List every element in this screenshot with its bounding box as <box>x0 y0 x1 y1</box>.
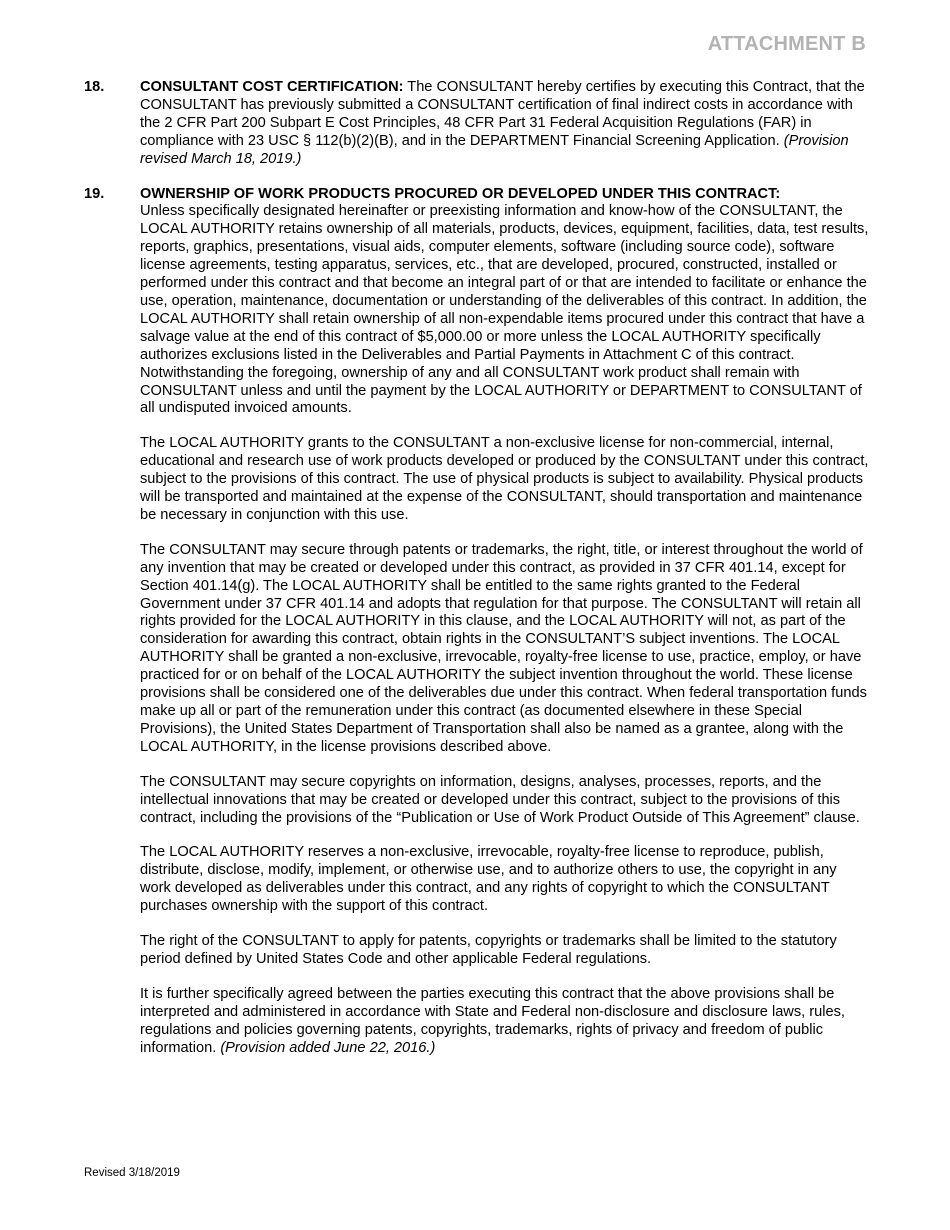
section-19 <box>84 186 870 1058</box>
revision-note: (Provision revised March 18, 2019.) <box>140 132 849 167</box>
section-paragraph: The LOCAL AUTHORITY grants to the CONSULTANT a non-exclusive license for non-commercial, internal, educational and research use of work products developed or produced by the CONSULTANT under this contract, subject to the provisions of this contract. The use of physical products is subject to availability. Physical products will be transported and maintained at the expense of the CONSULTANT, should transportation and maintenance be necessary in conjunction with this use. <box>140 435 869 523</box>
section-paragraph <box>140 79 870 169</box>
document-body <box>84 79 870 1075</box>
section-paragraph <box>140 186 870 419</box>
section-paragraph <box>140 986 870 1058</box>
revision-footer: Revised 3/18/2019 <box>84 1167 180 1179</box>
section-number: 19. <box>84 185 105 202</box>
section-heading: OWNERSHIP OF WORK PRODUCTS PROCURED OR DEVELOPED UNDER THIS CONTRACT: <box>140 185 781 202</box>
revision-note: (Provision added June 22, 2016.) <box>220 1039 436 1056</box>
section-text: It is further specifically agreed between the parties executing this contract that the above provisions shall be interpreted and administered in accordance with State and Federal non-disclosure and disclosure laws, rules, regulations and policies governing patents, copyrights, trademarks, rights of privacy and freedom of public information. <box>140 985 845 1056</box>
section-text: Unless specifically designated hereinafter or preexisting information and know-how of the CONSULTANT, the LOCAL AUTHORITY retains ownership of all materials, products, devices, equipment, facilities, data, test results, reports, graphics, presentations, visual aids, computer elements, software (including source code), software license agreements, testing apparatus, services, etc., that are developed, procured, constructed, installed or performed under this contract and that become an integral part of or that are intended to facilitate or enhance the use, operation, maintenance, documentation or understanding of the deliverables of this contract. In addition, the LOCAL AUTHORITY shall retain ownership of all non-expendable items procured under this contract that have a salvage value at the end of this contract of $5,000.00 or more unless the LOCAL AUTHORITY specifically authorizes exclusions listed in the Deliverables and Partial Payments in Attachment C of this contract. Notwithstanding the foregoing, ownership of any and all CONSULTANT work product shall remain with CONSULTANT unless and until the payment by the LOCAL AUTHORITY or DEPARTMENT to CONSULTANT of all undisputed invoiced amounts. <box>140 203 869 417</box>
section-paragraph: The CONSULTANT may secure copyrights on information, designs, analyses, processes, reports, and the intellectual innovations that may be created or developed under this contract, subject to the provisions of this contract, including the provisions of the “Publication or Use of Work Product Outside of This Agreement” clause. <box>140 773 860 826</box>
section-number: 18. <box>84 79 105 95</box>
attachment-label: ATTACHMENT B <box>707 33 866 55</box>
section-paragraph: The right of the CONSULTANT to apply for patents, copyrights or trademarks shall be limited to the statutory period defined by United States Code and other applicable Federal regulations. <box>140 933 837 967</box>
section-18 <box>84 79 870 169</box>
section-text: The CONSULTANT hereby certifies by executing this Contract, that the CONSULTANT has previously submitted a CONSULTANT certification of final indirect costs in accordance with the 2 CFR Part 200 Subpart E Cost Principles, 48 CFR Part 31 Federal Acquisition Regulations (FAR) in compliance with 23 USC § 112(b)(2)(B), and in the DEPARTMENT Financial Screening Application. <box>140 79 865 149</box>
section-paragraph: The CONSULTANT may secure through patents or trademarks, the right, title, or interest throughout the world of any invention that may be created or developed under this contract, as provided in 37 CFR 401.14, except for Section 401.14(g). The LOCAL AUTHORITY shall be entitled to the same rights granted to the Federal Government under 37 CFR 401.14 and adopts that regulation for that purpose. The CONSULTANT will retain all rights provided for the LOCAL AUTHORITY in this clause, and the LOCAL AUTHORITY will not, as part of the consideration for awarding this contract, obtain rights in the CONSULTANT’S subject inventions. The LOCAL AUTHORITY shall be granted a non-exclusive, irrevocable, royalty-free license to use, practice, employ, or have practiced for or on behalf of the LOCAL AUTHORITY the subject invention throughout the world. These license provisions shall be considered one of the deliverables due under this contract. When federal transportation funds make up all or part of the remuneration under this contract (as documented elsewhere in these Special Provisions), the United States Department of Transportation shall also be named as a grantee, along with the LOCAL AUTHORITY, in the license provisions described above. <box>140 541 867 755</box>
section-heading: CONSULTANT COST CERTIFICATION: <box>140 79 404 95</box>
section-paragraph: The LOCAL AUTHORITY reserves a non-exclusive, irrevocable, royalty-free license to reproduce, publish, distribute, disclose, modify, implement, or otherwise use, and to authorize others to use, the copyright in any work developed as deliverables under this contract, and any rights of copyright to which the CONSULTANT purchases ownership with the support of this contract. <box>140 844 837 915</box>
